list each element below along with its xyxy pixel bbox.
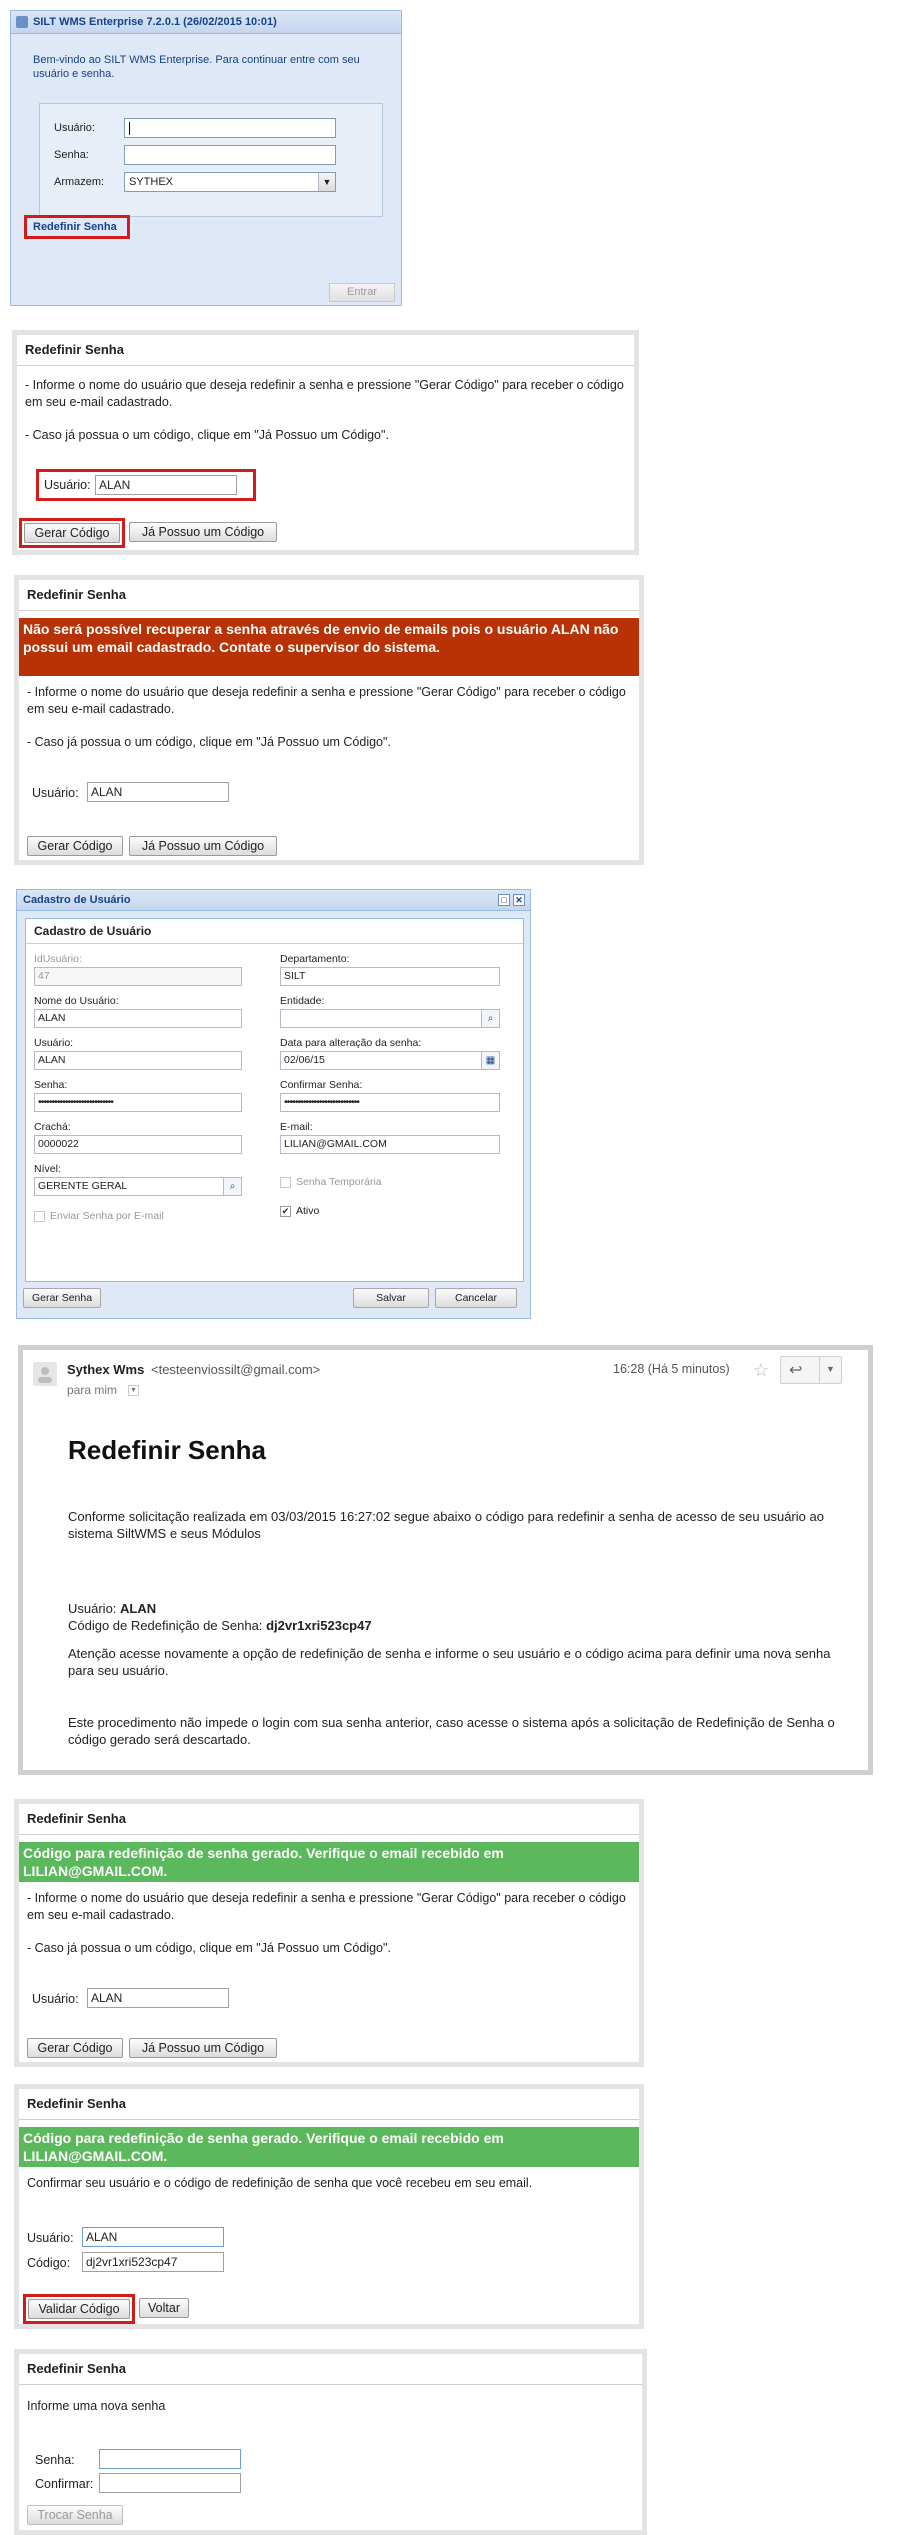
redefinir-panel-nova-senha [14, 2349, 647, 2535]
login-senha-input[interactable] [124, 145, 336, 165]
codigo-input[interactable]: dj2vr1xri523cp47 [82, 2252, 224, 2272]
cadastro-form-title: Cadastro de Usuário [26, 919, 523, 944]
departamento-field[interactable]: SILT [280, 967, 500, 986]
validar-highlight [23, 2294, 135, 2324]
reply-button-group [780, 1356, 842, 1384]
avatar [33, 1362, 57, 1386]
divider [819, 1357, 820, 1383]
senha-temporaria-label: Senha Temporária [296, 1176, 382, 1188]
cancelar-button[interactable]: Cancelar [435, 1288, 517, 1308]
gerar-senha-button[interactable]: Gerar Senha [23, 1288, 101, 1308]
sender-name: Sythex Wms [67, 1362, 145, 1377]
usuario-label: Usuário: [54, 122, 95, 134]
senha-label: Senha: [54, 149, 89, 161]
email-codigo-value: dj2vr1xri523cp47 [266, 1618, 372, 1633]
confirmar-senha-field[interactable]: •••••••••••••••••••••••••••• [280, 1093, 500, 1112]
senha-label: Senha: [35, 2453, 75, 2467]
email-usuario-label: Usuário: [68, 1601, 117, 1616]
data-alteracao-label: Data para alteração da senha: [280, 1037, 422, 1049]
instruction-1: - Informe o nome do usuário que deseja redefinir a senha e pressione "Gerar Código" para receber o código em seu e-mail cadastrado. [27, 685, 626, 716]
success-message: Código para redefinição de senha gerado. Verifique o email recebido em LILIAN@GMAIL.COM. [19, 2127, 639, 2167]
login-usuario-input[interactable] [124, 118, 336, 138]
chevron-down-icon[interactable]: ▼ [128, 1385, 139, 1396]
search-icon[interactable]: ⌕ [481, 1010, 499, 1027]
salvar-button[interactable]: Salvar [353, 1288, 429, 1308]
instruction-2: - Caso já possua o um código, clique em "Já Possuo um Código". [27, 735, 391, 749]
nivel-label: Nível: [34, 1163, 61, 1175]
email-usuario-value: ALAN [120, 1601, 157, 1616]
star-icon[interactable]: ☆ [753, 1360, 770, 1380]
reply-icon[interactable]: ↩ [789, 1362, 803, 1379]
senha-label: Senha: [34, 1079, 68, 1091]
gerar-codigo-button[interactable]: Gerar Código [27, 836, 123, 856]
login-window-titlebar [11, 11, 401, 34]
departamento-label: Departamento: [280, 953, 350, 965]
email-label: E-mail: [280, 1121, 313, 1133]
nova-senha-input[interactable] [99, 2449, 241, 2469]
usuario-label: Usuário: [32, 1992, 79, 2006]
chevron-down-icon[interactable]: ▼ [318, 173, 335, 191]
enviar-email-checkbox[interactable] [34, 1211, 45, 1222]
sender-email: <testeenviossilt@gmail.com> [151, 1362, 321, 1377]
cadastro-usuario-window [16, 889, 531, 1319]
usuario-label: Usuário: [32, 786, 79, 800]
ja-possuo-codigo-button[interactable]: Já Possuo um Código [129, 2038, 277, 2058]
senha-field[interactable]: •••••••••••••••••••••••••••• [34, 1093, 242, 1112]
app-icon [16, 16, 28, 28]
email-codigo-line [68, 1617, 372, 1634]
usuario-label: Usuário: [44, 478, 91, 492]
instruction: Informe uma nova senha [27, 2399, 166, 2413]
usuario-input[interactable]: ALAN [82, 2227, 224, 2247]
enviar-email-label: Enviar Senha por E-mail [50, 1210, 164, 1222]
redefinir-panel-success [14, 1799, 644, 2067]
nivel-field[interactable] [34, 1177, 242, 1196]
usuario-label: Usuário: [27, 2231, 74, 2245]
ja-possuo-codigo-button[interactable]: Já Possuo um Código [129, 522, 277, 542]
nivel-value: GERENTE GERAL [38, 1180, 128, 1192]
instruction-2: - Caso já possua o um código, clique em "Já Possuo um Código". [27, 1941, 391, 1955]
cadastro-window-title: Cadastro de Usuário [23, 894, 131, 906]
entrar-button[interactable]: Entrar [329, 283, 395, 302]
panel-title: Redefinir Senha [17, 335, 634, 366]
calendar-icon[interactable]: ▦ [481, 1052, 499, 1069]
email-time: 16:28 (Há 5 minutos) [613, 1362, 730, 1376]
more-icon[interactable]: ▼ [826, 1364, 835, 1374]
ativo-label: Ativo [296, 1205, 320, 1217]
confirmar-senha-label: Confirmar Senha: [280, 1079, 363, 1091]
usuario-label: Usuário: [34, 1037, 74, 1049]
redefinir-panel-validar [14, 2084, 644, 2329]
person-icon [33, 1362, 57, 1386]
error-message: Não será possível recuperar a senha através de envio de emails pois o usuário ALAN não possui um email cadastrado. Contate o supervisor do sistema. [19, 618, 639, 676]
confirmar-label: Confirmar: [35, 2477, 94, 2491]
validar-codigo-button[interactable]: Validar Código [28, 2299, 130, 2319]
login-window-title: SILT WMS Enterprise 7.2.0.1 (26/02/2015 10:01) [33, 16, 277, 28]
login-welcome-text: Bem-vindo ao SILT WMS Enterprise. Para continuar entre com seu usuário e senha. [33, 54, 360, 80]
usuario-field[interactable]: ALAN [34, 1051, 242, 1070]
email-paragraph-2: Atenção acesse novamente a opção de redefinição de senha e informe o seu usuário e o código acima para definir uma nova senha para seu usuário. [68, 1646, 831, 1678]
cadastro-titlebar [17, 890, 530, 911]
voltar-button[interactable]: Voltar [139, 2298, 189, 2318]
usuario-input[interactable]: ALAN [87, 1988, 229, 2008]
instruction-1: - Informe o nome do usuário que deseja redefinir a senha e pressione "Gerar Código" para receber o código em seu e-mail cadastrado. [25, 378, 624, 409]
instruction-1: - Informe o nome do usuário que deseja redefinir a senha e pressione "Gerar Código" para receber o código em seu e-mail cadastrado. [27, 1891, 626, 1922]
redefinir-senha-link[interactable]: Redefinir Senha [24, 215, 130, 239]
data-alteracao-field[interactable] [280, 1051, 500, 1070]
panel-title: Redefinir Senha [19, 2354, 642, 2385]
entidade-label: Entidade: [280, 995, 325, 1007]
usuario-highlight [36, 469, 256, 501]
usuario-input[interactable]: ALAN [87, 782, 229, 802]
gerar-codigo-button[interactable]: Gerar Código [24, 523, 120, 543]
success-message: Código para redefinição de senha gerado. Verifique o email recebido em LILIAN@GMAIL.COM. [19, 1842, 639, 1882]
login-body [21, 41, 391, 271]
email-message [18, 1345, 873, 1775]
cadastro-form [25, 918, 524, 1282]
idusuario-label: IdUsuário: [34, 953, 82, 965]
idusuario-field: 47 [34, 967, 242, 986]
data-alteracao-value: 02/06/15 [284, 1054, 325, 1066]
ativo-checkbox[interactable]: ✔ [281, 1206, 290, 1216]
recipient: para mim [67, 1383, 118, 1397]
armazem-select[interactable] [124, 172, 336, 192]
instruction-2: - Caso já possua o um código, clique em "Já Possuo um Código". [25, 428, 389, 442]
email-paragraph-3: Este procedimento não impede o login com sua senha anterior, caso acesse o sistema após a solicitação de Redefinição de Senha o código gerado será descartado. [68, 1715, 835, 1747]
armazem-label: Armazem: [54, 176, 105, 188]
cracha-label: Crachá: [34, 1121, 71, 1133]
cracha-field[interactable]: 0000022 [34, 1135, 242, 1154]
trocar-senha-button[interactable]: Trocar Senha [27, 2505, 123, 2525]
senha-temporaria-checkbox[interactable] [280, 1177, 291, 1188]
ja-possuo-codigo-button[interactable]: Já Possuo um Código [129, 836, 277, 856]
gerar-codigo-button[interactable]: Gerar Código [27, 2038, 123, 2058]
nome-label: Nome do Usuário: [34, 995, 119, 1007]
panel-title: Redefinir Senha [19, 2089, 639, 2120]
email-heading: Redefinir Senha [68, 1435, 266, 1465]
panel-title: Redefinir Senha [19, 580, 639, 611]
panel-title: Redefinir Senha [19, 1804, 639, 1835]
search-icon[interactable]: ⌕ [223, 1178, 241, 1195]
email-paragraph-1: Conforme solicitação realizada em 03/03/2015 16:27:02 segue abaixo o código para redefinir a senha de acesso de seu usuário ao sistema SiltWMS e seus Módulos [68, 1509, 824, 1541]
redefinir-panel-step1 [12, 330, 639, 555]
email-usuario-line [68, 1600, 156, 1617]
gerar-codigo-highlight [19, 518, 125, 548]
email-field[interactable]: LILIAN@GMAIL.COM [280, 1135, 500, 1154]
maximize-icon[interactable]: □ [498, 894, 510, 906]
codigo-label: Código: [27, 2256, 71, 2270]
instruction: Confirmar seu usuário e o código de redefinição de senha que você recebeu em seu email. [27, 2176, 533, 2190]
login-fieldset [39, 103, 383, 217]
email-codigo-label: Código de Redefinição de Senha: [68, 1618, 263, 1633]
login-window [10, 10, 402, 306]
redefinir-panel-error [14, 575, 644, 865]
close-icon[interactable]: ✕ [513, 894, 525, 906]
entidade-field[interactable] [280, 1009, 500, 1028]
armazem-value: SYTHEX [129, 176, 174, 188]
usuario-input[interactable]: ALAN [95, 475, 237, 495]
nome-field[interactable]: ALAN [34, 1009, 242, 1028]
confirmar-senha-input[interactable] [99, 2473, 241, 2493]
